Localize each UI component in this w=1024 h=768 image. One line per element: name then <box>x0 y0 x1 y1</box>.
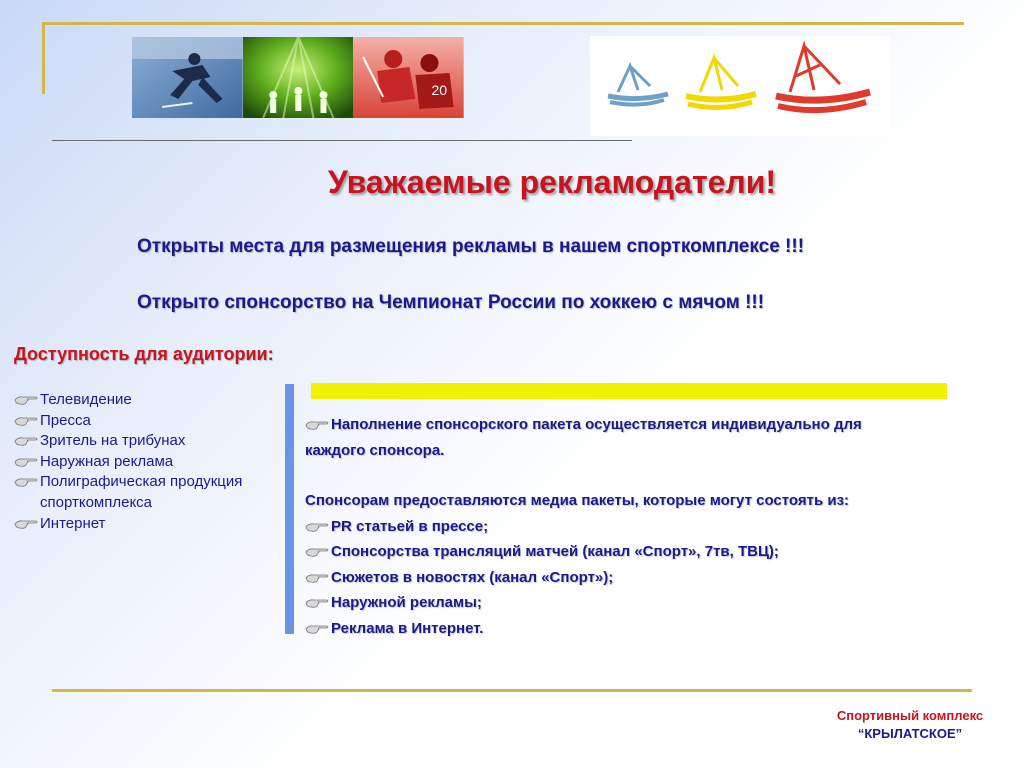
footer-line2: “КРЫЛАТСКОЕ” <box>857 726 963 741</box>
left-gold-line <box>42 22 45 94</box>
pointing-hand-icon <box>14 476 38 488</box>
list-item <box>305 514 965 540</box>
speed-skating-photo <box>132 37 243 118</box>
arena-logo-yellow-icon <box>686 58 756 108</box>
svg-text:20: 20 <box>431 82 448 98</box>
list-item <box>14 514 284 535</box>
pointing-hand-icon <box>14 394 38 406</box>
pointing-hand-icon <box>305 597 329 609</box>
arena-logo-red-icon <box>776 46 870 110</box>
figure-skating-show-photo <box>243 37 354 118</box>
advertising-announcement: Открыты места для размещения рекламы в нашем спорткомплексе !!! <box>137 236 805 257</box>
media-item-label: Сюжетов в новостях (канал «Спорт»); <box>331 568 614 586</box>
pointing-hand-icon <box>14 456 38 468</box>
audience-item-label: Зритель на трибунах <box>40 432 186 450</box>
audience-item-label: Пресса <box>40 411 91 429</box>
yellow-accent-bar <box>311 383 947 399</box>
bandy-players-photo <box>353 37 464 118</box>
list-item <box>305 590 965 616</box>
list-item <box>305 616 965 642</box>
list-item <box>14 390 284 411</box>
pointing-hand-icon <box>14 518 38 530</box>
pointing-hand-icon <box>14 415 38 427</box>
arena-logo-blue-icon <box>608 66 668 105</box>
media-packages-intro: Спонсорам предоставляются медиа пакеты, которые могут состоять из: <box>305 492 850 509</box>
sponsor-package-note <box>305 412 965 438</box>
pointing-hand-icon <box>305 572 329 584</box>
list-item <box>14 411 284 432</box>
audience-list <box>14 390 284 534</box>
media-item-label: Наружной рекламы; <box>331 594 482 611</box>
footer-line1: Спортивный комплекс <box>836 708 984 723</box>
sponsor-intro-line2: каждого спонсора. <box>305 441 445 459</box>
list-item <box>305 565 965 591</box>
audience-heading: Доступность для аудитории: <box>14 344 274 364</box>
media-item-label: Спонсорства трансляций матчей (канал «Спорт», 7тв, ТВЦ); <box>331 543 779 560</box>
page-title: Уважаемые рекламодатели! <box>327 164 777 200</box>
audience-item-label: Полиграфическая продукция спорткомплекса <box>40 473 243 511</box>
pointing-hand-icon <box>14 435 38 447</box>
header-divider <box>52 140 632 141</box>
pointing-hand-icon <box>305 546 329 558</box>
sponsor-intro-line1: Наполнение спонсорского пакета осуществляется индивидуально для <box>331 416 862 433</box>
sponsorship-block <box>305 412 965 641</box>
pointing-hand-icon <box>305 623 329 635</box>
sponsorship-announcement: Открыто спонсорство на Чемпионат России по хоккею с мячом !!! <box>137 292 765 313</box>
list-item <box>14 472 284 513</box>
audience-item-label: Интернет <box>40 514 106 532</box>
spacer <box>305 463 965 488</box>
pointing-hand-icon <box>305 521 329 533</box>
footer-brand <box>818 706 1002 747</box>
list-item <box>14 431 284 452</box>
bottom-gold-line <box>52 689 972 692</box>
sports-photo-strip <box>132 37 464 118</box>
pointing-hand-icon <box>305 419 329 431</box>
list-item <box>305 539 965 565</box>
arena-logos <box>590 36 890 136</box>
media-item-label: Реклама в Интернет. <box>331 619 484 637</box>
blue-accent-bar <box>285 384 294 634</box>
audience-item-label: Телевидение <box>40 391 132 408</box>
list-item <box>14 452 284 473</box>
audience-item-label: Наружная реклама <box>40 452 174 470</box>
media-item-label: PR статьей в прессе; <box>331 517 489 535</box>
top-gold-line <box>42 22 964 25</box>
